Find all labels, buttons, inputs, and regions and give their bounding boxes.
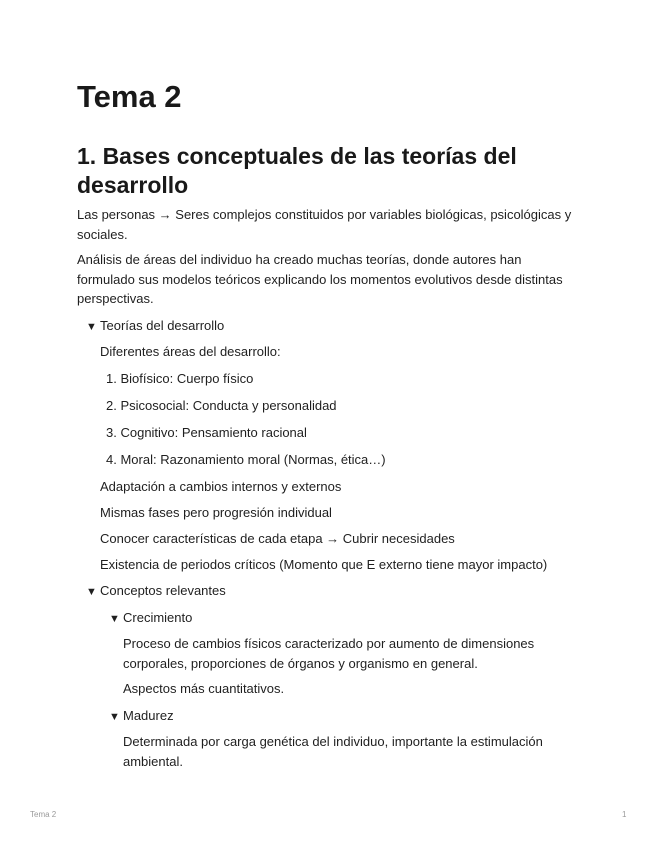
paragraph-personas: Las personas → Seres complejos constituidos por variables biológicas, psicológicas y sociales. (77, 207, 572, 242)
teorias-line: Mismas fases pero progresión individual (100, 505, 332, 520)
list-item (106, 450, 386, 469)
toggle-crecimiento[interactable] (109, 608, 192, 629)
toggle-triangle-icon[interactable]: ▼ (86, 321, 97, 333)
toggle-conceptos[interactable] (86, 581, 226, 602)
list-item (106, 369, 253, 388)
teorias-intro: Diferentes áreas del desarrollo: (100, 344, 281, 359)
list-item-text: Cognitivo: Pensamiento racional (120, 425, 307, 440)
page-title: Tema 2 (77, 79, 182, 114)
section-heading: 1. Bases conceptuales de las teorías del desarrollo (77, 143, 517, 198)
toggle-triangle-icon[interactable]: ▼ (109, 711, 120, 723)
toggle-triangle-icon[interactable]: ▼ (109, 613, 120, 625)
crecimiento-text: Proceso de cambios físicos caracterizado por aumento de dimensiones corporales, proporciones de órganos y organismo en general. (123, 636, 535, 671)
list-item-text: Moral: Razonamiento moral (Normas, ética…) (120, 452, 386, 467)
list-number: 1. (106, 371, 117, 386)
list-number: 4. (106, 452, 117, 467)
footer-title: Tema 2 (30, 810, 57, 819)
list-number: 2. (106, 398, 117, 413)
toggle-label: Conceptos relevantes (100, 583, 226, 598)
paragraph-analisis: Análisis de áreas del individuo ha creado muchas teorías, donde autores han formulado sus modelos teóricos explicando los momentos evolutivos desde distintas perspectivas. (77, 252, 563, 306)
toggle-madurez[interactable] (109, 706, 174, 727)
toggle-teorias[interactable] (86, 316, 224, 337)
teorias-line: Adaptación a cambios internos y externos (100, 479, 342, 494)
toggle-triangle-icon[interactable]: ▼ (86, 586, 97, 598)
madurez-text: Determinada por carga genética del individuo, importante la estimulación ambiental. (123, 734, 543, 769)
list-item (106, 396, 337, 415)
list-item-text: Psicosocial: Conducta y personalidad (120, 398, 337, 413)
list-item (106, 423, 307, 442)
toggle-label: Crecimiento (123, 610, 193, 625)
teorias-line: Conocer características de cada etapa → Cubrir necesidades (100, 531, 455, 546)
teorias-line: Existencia de periodos críticos (Momento que E externo tiene mayor impacto) (100, 557, 548, 572)
crecimiento-text-2: Aspectos más cuantitativos. (123, 681, 285, 696)
page-number: 1 (622, 810, 627, 819)
list-number: 3. (106, 425, 117, 440)
list-item-text: Biofísico: Cuerpo físico (120, 371, 254, 386)
toggle-label: Teorías del desarrollo (100, 318, 225, 333)
toggle-label: Madurez (123, 708, 174, 723)
